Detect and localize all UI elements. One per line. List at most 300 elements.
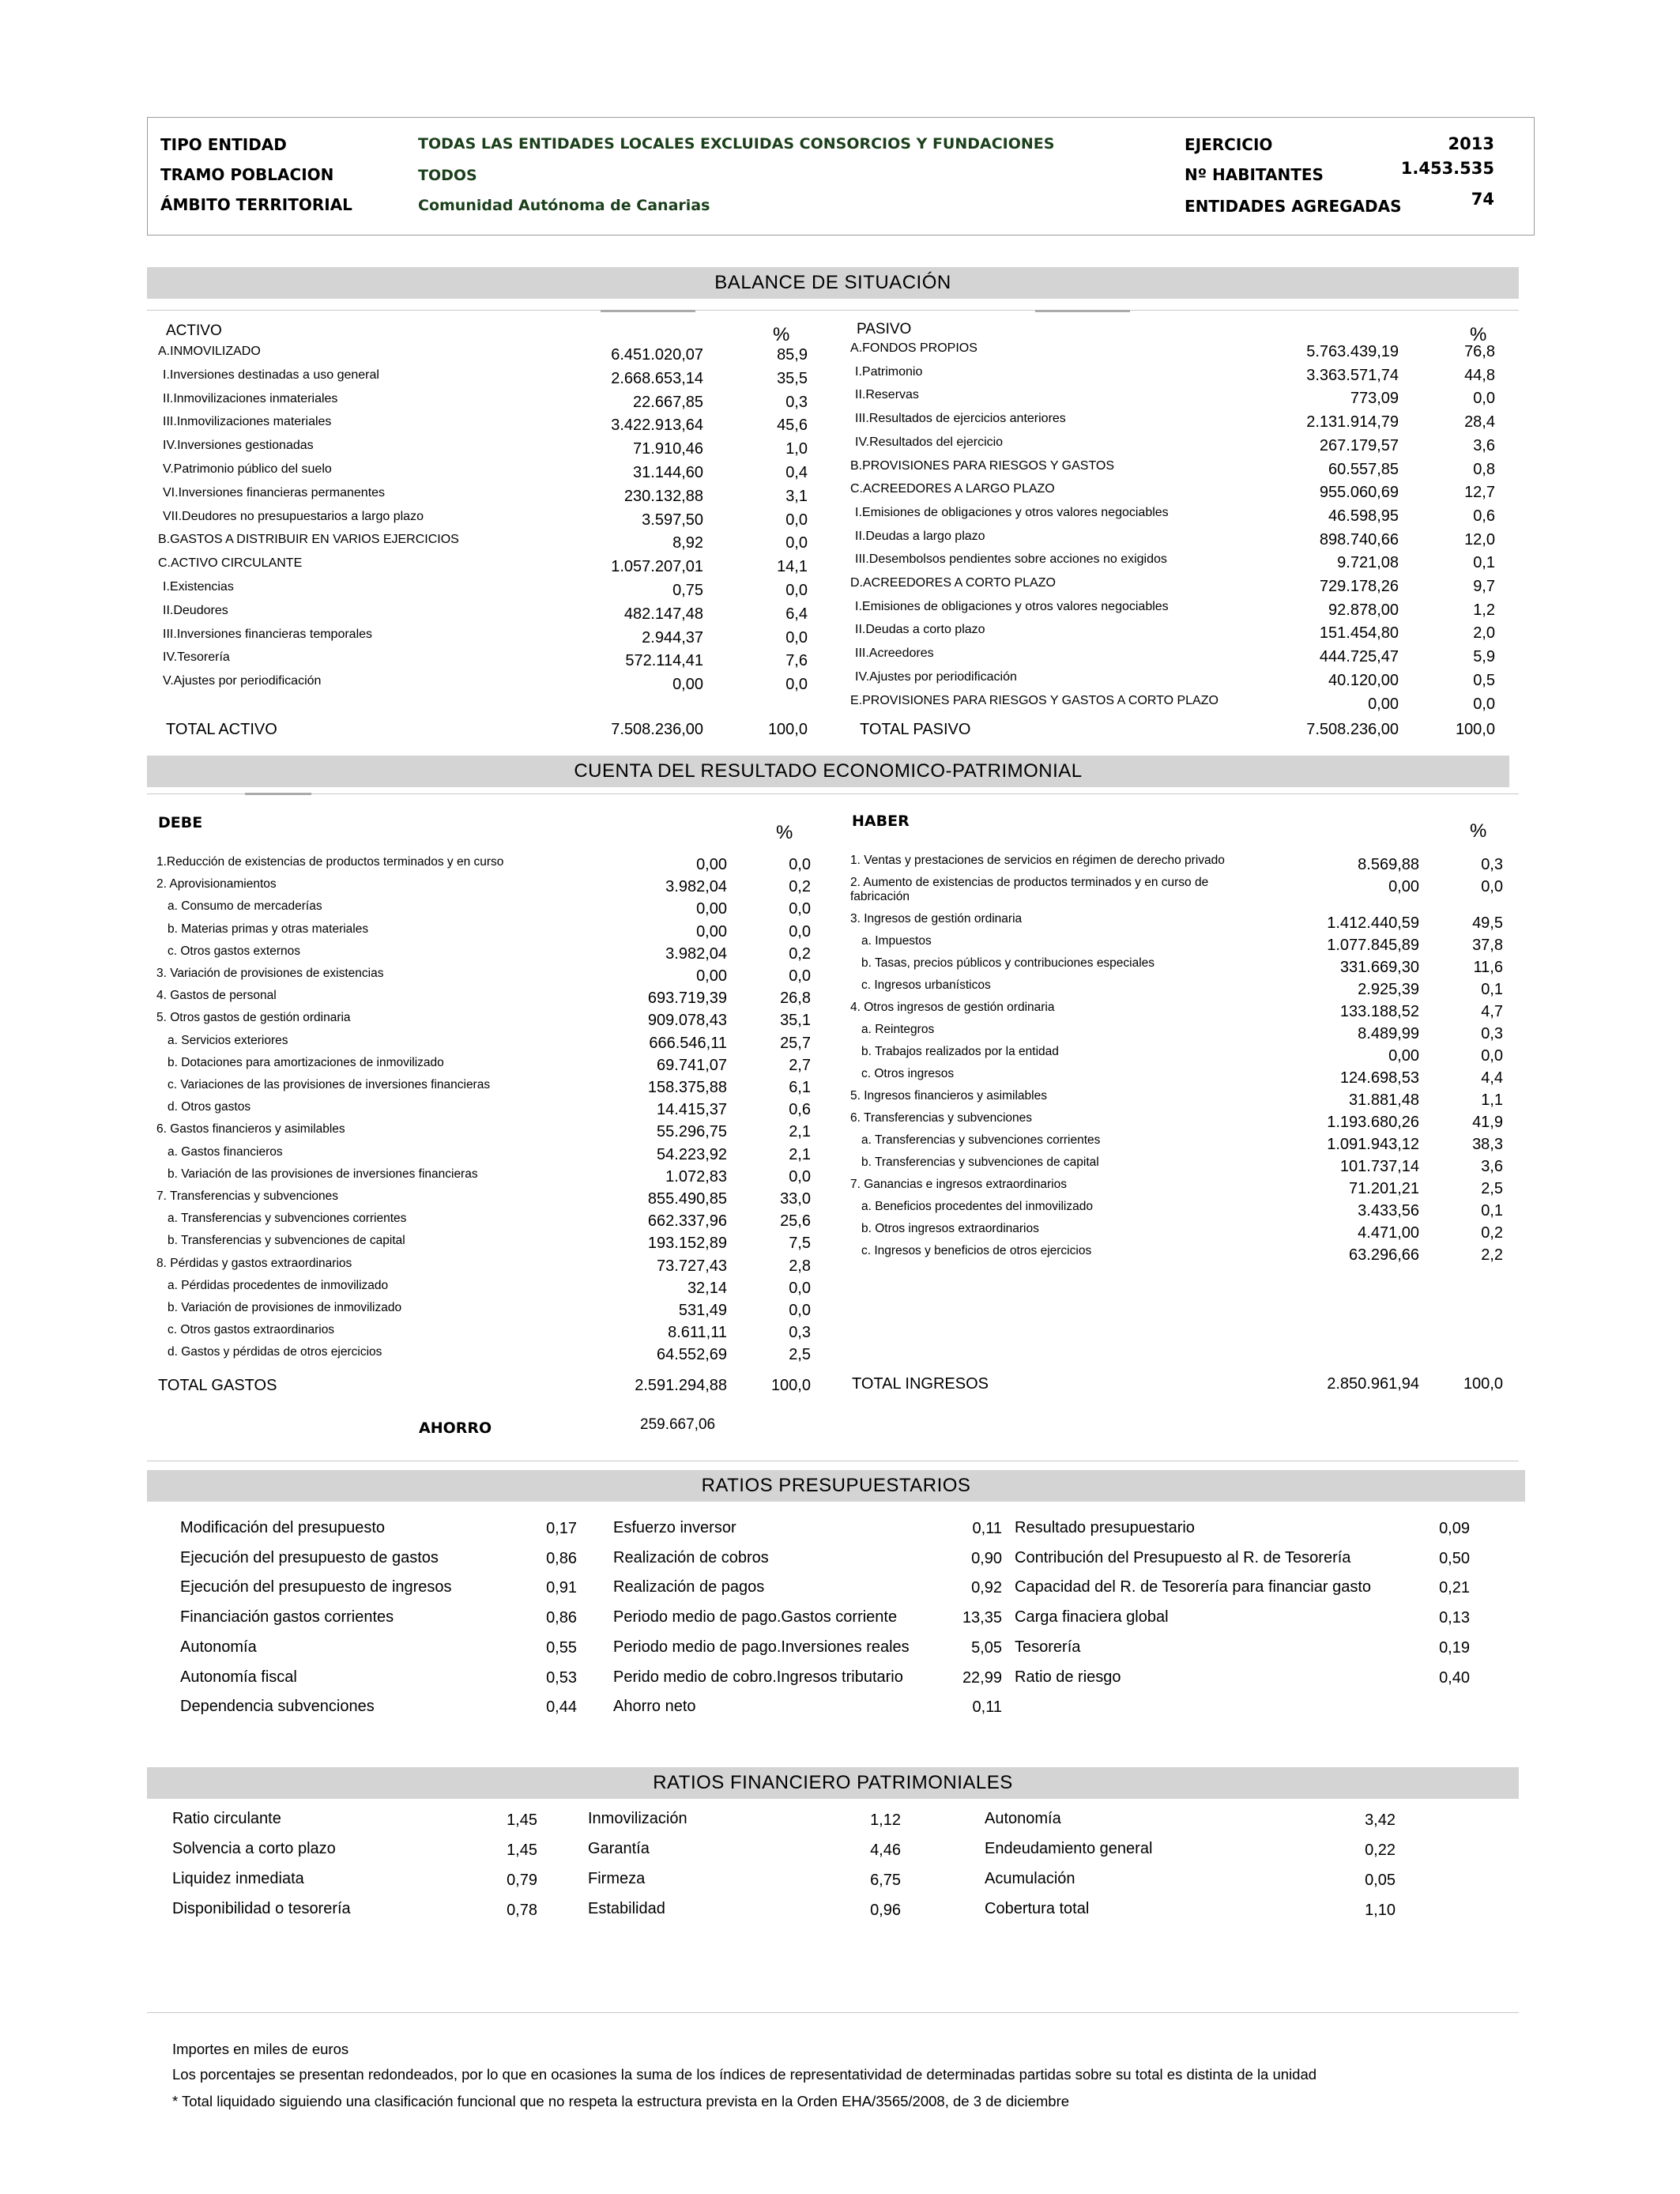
haber-row-label: 7. Ganancias e ingresos extraordinarios (850, 1178, 1067, 1191)
haber-row-value: 331.669,30 (1339, 959, 1419, 976)
haber-row-value: 133.188,52 (1339, 1003, 1419, 1020)
haber-row-value: 4.471,00 (1358, 1224, 1419, 1242)
haber-row-label-cont: fabricación (850, 890, 910, 903)
activo-row-pct: 0,4 (785, 464, 808, 481)
activo-row-value: 2.944,37 (642, 629, 703, 647)
total-gastos-label: TOTAL GASTOS (158, 1377, 277, 1394)
haber-row-label: a. Reintegros (861, 1023, 935, 1036)
pasivo-row-label: IV.Ajustes por periodificación (855, 670, 1017, 684)
total-ingresos-value: 2.850.961,94 (1327, 1375, 1419, 1393)
activo-row-pct: 0,0 (785, 534, 808, 552)
debe-row-label: a. Servicios exteriores (168, 1034, 288, 1047)
ejercicio-value: 2013 (1448, 134, 1494, 153)
ratio-financiero-value: 1,45 (507, 1842, 537, 1859)
ratio-presupuestario-label: Autonomía fiscal (180, 1668, 297, 1686)
debe-row-pct: 0,3 (789, 1324, 811, 1341)
debe-row-pct: 0,0 (789, 1168, 811, 1186)
ratio-presupuestario-label: Realización de pagos (613, 1578, 765, 1596)
haber-row-label: 4. Otros ingresos de gestión ordinaria (850, 1001, 1055, 1014)
debe-row-pct: 25,6 (780, 1212, 811, 1230)
haber-row-value: 1.077.845,89 (1327, 937, 1419, 954)
haber-row-label: 2. Aumento de existencias de productos terminados y en curso de (850, 876, 1209, 889)
debe-row-label: 6. Gastos financieros y asimilables (156, 1122, 345, 1136)
debe-row-pct: 0,0 (789, 900, 811, 918)
ratio-presupuestario-label: Ejecución del presupuesto de gastos (180, 1549, 439, 1566)
ratio-presupuestario-label: Capacidad del R. de Tesorería para financiar gasto (1015, 1578, 1372, 1596)
pasivo-row-label: I.Emisiones de obligaciones y otros valores negociables (855, 600, 1169, 613)
haber-row-value: 1.412.440,59 (1327, 914, 1419, 932)
ambito-territorial-label: ÁMBITO TERRITORIAL (160, 195, 352, 214)
pasivo-row-label: I.Emisiones de obligaciones y otros valores negociables (855, 506, 1169, 519)
pasivo-row-pct: 5,9 (1473, 648, 1495, 665)
ratios-financieros-title: RATIOS FINANCIERO PATRIMONIALES (147, 1767, 1519, 1799)
activo-row-value: 3.597,50 (642, 511, 703, 529)
entidades-agregadas-label: ENTIDADES AGREGADAS (1185, 197, 1402, 216)
ahorro-value: 259.667,06 (640, 1416, 716, 1433)
ratio-presupuestario-value: 22,99 (962, 1669, 1002, 1687)
activo-row-value: 31.144,60 (633, 464, 703, 481)
ejercicio-label: EJERCICIO (1185, 135, 1273, 154)
debe-row-value: 531,49 (678, 1302, 727, 1319)
haber-row-pct: 0,0 (1481, 1047, 1503, 1065)
ratio-financiero-label: Cobertura total (985, 1900, 1090, 1917)
debe-row-pct: 2,1 (789, 1146, 811, 1163)
pasivo-row-label: A.FONDOS PROPIOS (850, 341, 977, 355)
ratio-presupuestario-value: 13,35 (962, 1609, 1002, 1627)
activo-row-pct: 6,4 (785, 605, 808, 623)
activo-row-label: V.Ajustes por periodificación (163, 674, 322, 688)
ratio-presupuestario-value: 0,19 (1439, 1639, 1470, 1657)
debe-row-value: 54.223,92 (657, 1146, 727, 1163)
debe-row-value: 158.375,88 (647, 1079, 727, 1096)
total-ingresos-label: TOTAL INGRESOS (852, 1375, 989, 1393)
haber-row-value: 71.201,21 (1349, 1180, 1419, 1197)
ambito-territorial-value: Comunidad Autónoma de Canarias (418, 197, 710, 214)
haber-row-label: 3. Ingresos de gestión ordinaria (850, 912, 1023, 925)
total-gastos-pct: 100,0 (770, 1377, 811, 1394)
pasivo-row-value: 60.557,85 (1328, 461, 1399, 478)
activo-row-pct: 7,6 (785, 652, 808, 669)
ratio-financiero-label: Endeudamiento general (985, 1840, 1153, 1857)
total-activo-label: TOTAL ACTIVO (166, 721, 277, 738)
haber-row-label: c. Otros ingresos (861, 1067, 955, 1080)
pasivo-row-label: B.PROVISIONES PARA RIESGOS Y GASTOS (850, 459, 1115, 473)
haber-row-pct: 0,2 (1481, 1224, 1503, 1242)
ratio-financiero-label: Solvencia a corto plazo (172, 1840, 336, 1857)
pasivo-row-label: III.Desembolsos pendientes sobre acciones no exigidos (855, 552, 1167, 566)
pasivo-row-label: IV.Resultados del ejercicio (855, 435, 1004, 449)
debe-row-pct: 0,0 (789, 967, 811, 985)
ratio-presupuestario-value: 0,40 (1439, 1669, 1470, 1687)
activo-row-pct: 85,9 (777, 346, 808, 364)
ratio-presupuestario-label: Autonomía (180, 1638, 257, 1656)
pasivo-row-label: E.PROVISIONES PARA RIESGOS Y GASTOS A CORTO PLAZO (850, 694, 1219, 707)
pasivo-row-value: 40.120,00 (1328, 672, 1399, 689)
pasivo-row-label: III.Resultados de ejercicios anteriores (855, 412, 1066, 425)
debe-row-pct: 33,0 (780, 1190, 811, 1208)
activo-row-pct: 0,3 (785, 394, 808, 411)
debe-pct-head: % (776, 822, 793, 843)
activo-row-value: 0,00 (672, 676, 703, 693)
ratio-presupuestario-label: Resultado presupuestario (1015, 1519, 1195, 1536)
ratio-presupuestario-value: 0,53 (546, 1669, 577, 1687)
pasivo-row-pct: 0,5 (1473, 672, 1495, 689)
ratio-presupuestario-label: Periodo medio de pago.Inversiones reales (613, 1638, 910, 1656)
ratio-presupuestario-value: 0,90 (971, 1550, 1002, 1567)
debe-row-value: 0,00 (696, 856, 727, 873)
debe-row-value: 0,00 (696, 923, 727, 941)
ratio-financiero-value: 0,78 (507, 1902, 537, 1919)
haber-row-value: 63.296,66 (1349, 1246, 1419, 1264)
haber-row-pct: 0,0 (1481, 878, 1503, 895)
debe-row-label: 8. Pérdidas y gastos extraordinarios (156, 1257, 352, 1270)
footer-rule (147, 2012, 1519, 2013)
cuenta-rule-accent (245, 793, 311, 795)
activo-row-label: V.Patrimonio público del suelo (163, 462, 332, 476)
total-activo-value: 7.508.236,00 (611, 721, 703, 738)
pasivo-row-pct: 3,6 (1473, 437, 1495, 454)
activo-row-value: 2.668.653,14 (611, 370, 703, 387)
haber-row-value: 124.698,53 (1339, 1069, 1419, 1087)
activo-row-value: 22.667,85 (633, 394, 703, 411)
header-box (147, 117, 1535, 236)
pasivo-row-value: 5.763.439,19 (1306, 343, 1399, 360)
activo-pct-head: % (773, 324, 790, 345)
balance-rule-accent (601, 310, 695, 312)
debe-row-pct: 0,2 (789, 878, 811, 895)
pasivo-row-pct: 0,0 (1473, 696, 1495, 713)
ratio-financiero-value: 0,79 (507, 1872, 537, 1889)
debe-row-pct: 7,5 (789, 1235, 811, 1252)
debe-row-value: 73.727,43 (657, 1257, 727, 1275)
activo-row-value: 230.132,88 (623, 488, 703, 505)
haber-row-pct: 0,3 (1481, 1025, 1503, 1042)
pasivo-row-value: 3.363.571,74 (1306, 367, 1399, 384)
pasivo-row-pct: 76,8 (1464, 343, 1495, 360)
haber-row-value: 3.433,56 (1358, 1202, 1419, 1220)
debe-row-value: 64.552,69 (657, 1346, 727, 1363)
ratio-presupuestario-label: Ahorro neto (613, 1698, 696, 1715)
activo-row-pct: 3,1 (785, 488, 808, 505)
pasivo-row-pct: 0,1 (1473, 554, 1495, 571)
ratio-financiero-label: Firmeza (588, 1870, 646, 1887)
ratio-presupuestario-label: Contribución del Presupuesto al R. de Tesorería (1015, 1549, 1351, 1566)
debe-row-label: b. Variación de las provisiones de inversiones financieras (168, 1167, 478, 1181)
haber-row-label: c. Ingresos y beneficios de otros ejercicios (861, 1244, 1092, 1257)
haber-row-pct: 1,1 (1481, 1091, 1503, 1109)
haber-row-label: c. Ingresos urbanísticos (861, 978, 991, 992)
debe-row-label: c. Otros gastos externos (168, 944, 300, 958)
debe-row-pct: 2,8 (789, 1257, 811, 1275)
activo-row-pct: 35,5 (777, 370, 808, 387)
pasivo-row-pct: 12,0 (1464, 531, 1495, 548)
ratio-presupuestario-label: Realización de cobros (613, 1549, 769, 1566)
ratio-presupuestario-label: Carga finaciera global (1015, 1608, 1169, 1626)
haber-row-label: 5. Ingresos financieros y asimilables (850, 1089, 1047, 1103)
debe-row-pct: 2,7 (789, 1057, 811, 1074)
total-ingresos-pct: 100,0 (1463, 1375, 1503, 1393)
entidades-agregadas-value: 74 (1471, 190, 1494, 209)
debe-row-pct: 2,1 (789, 1123, 811, 1140)
haber-row-label: b. Otros ingresos extraordinarios (861, 1222, 1039, 1235)
haber-row-label: b. Transferencias y subvenciones de capital (861, 1155, 1099, 1169)
ratio-presupuestario-label: Periodo medio de pago.Gastos corriente (613, 1608, 898, 1626)
debe-row-label: c. Otros gastos extraordinarios (168, 1323, 335, 1336)
haber-row-value: 0,00 (1388, 1047, 1419, 1065)
ratio-financiero-value: 1,12 (870, 1811, 901, 1829)
balance-title: BALANCE DE SITUACIÓN (147, 267, 1519, 299)
footer-note-percentages: Los porcentajes se presentan redondeados, por lo que en ocasiones la suma de los índices de representatividad de determinadas partidas sobre su total es distinta de la unidad (172, 2066, 1317, 2083)
debe-row-value: 69.741,07 (657, 1057, 727, 1074)
ratio-financiero-label: Autonomía (985, 1810, 1061, 1827)
pasivo-row-label: II.Reservas (855, 388, 919, 401)
activo-row-value: 8,92 (672, 534, 703, 552)
haber-row-label: 6. Transferencias y subvenciones (850, 1111, 1033, 1125)
debe-row-value: 693.719,39 (647, 990, 727, 1007)
debe-row-value: 909.078,43 (647, 1012, 727, 1029)
haber-row-label: b. Trabajos realizados por la entidad (861, 1045, 1059, 1058)
ahorro-label: AHORRO (419, 1419, 492, 1437)
debe-row-pct: 0,6 (789, 1101, 811, 1118)
ratio-presupuestario-value: 0,11 (972, 1698, 1002, 1716)
haber-row-value: 8.569,88 (1358, 856, 1419, 873)
ratio-presupuestario-value: 0,86 (546, 1609, 577, 1627)
ratio-presupuestario-value: 0,44 (546, 1698, 577, 1716)
debe-row-label: c. Variaciones de las provisiones de inversiones financieras (168, 1078, 491, 1091)
haber-row-value: 101.737,14 (1339, 1158, 1419, 1175)
activo-row-pct: 1,0 (785, 440, 808, 458)
debe-row-pct: 0,2 (789, 945, 811, 963)
ratio-presupuestario-label: Financiación gastos corrientes (180, 1608, 394, 1626)
activo-row-label: VII.Deudores no presupuestarios a largo plazo (163, 510, 424, 523)
pasivo-row-label: II.Deudas a largo plazo (855, 530, 985, 543)
tipo-entidad-label: TIPO ENTIDAD (160, 135, 287, 154)
debe-row-label: a. Consumo de mercaderías (168, 899, 322, 913)
debe-row-label: 2. Aprovisionamientos (156, 877, 277, 891)
pasivo-head: PASIVO (857, 321, 912, 337)
activo-row-pct: 0,0 (785, 582, 808, 599)
haber-row-pct: 0,1 (1481, 1202, 1503, 1220)
debe-row-value: 3.982,04 (665, 878, 727, 895)
pasivo-row-value: 729.178,26 (1319, 578, 1399, 595)
ratio-financiero-value: 4,46 (870, 1842, 901, 1859)
haber-head: HABER (852, 812, 910, 830)
activo-row-label: VI.Inversiones financieras permanentes (163, 486, 386, 499)
debe-row-value: 666.546,11 (649, 1035, 727, 1052)
haber-row-value: 0,00 (1388, 878, 1419, 895)
activo-row-pct: 0,0 (785, 629, 808, 647)
pasivo-row-label: D.ACREEDORES A CORTO PLAZO (850, 576, 1056, 590)
debe-row-label: 1.Reducción de existencias de productos terminados y en curso (156, 855, 504, 869)
cuenta-title: CUENTA DEL RESULTADO ECONOMICO-PATRIMONIAL (147, 756, 1509, 787)
pasivo-row-value: 151.454,80 (1319, 624, 1399, 642)
ratio-presupuestario-value: 0,92 (971, 1579, 1002, 1596)
ratio-financiero-label: Liquidez inmediata (172, 1870, 304, 1887)
ratio-presupuestario-label: Perido medio de cobro.Ingresos tributario (613, 1668, 903, 1686)
debe-row-label: b. Materias primas y otras materiales (168, 922, 369, 936)
debe-row-label: d. Gastos y pérdidas de otros ejercicios (168, 1345, 382, 1359)
ratio-financiero-value: 1,45 (507, 1811, 537, 1829)
ratio-presupuestario-value: 0,11 (972, 1520, 1002, 1537)
debe-row-value: 662.337,96 (647, 1212, 727, 1230)
haber-row-label: b. Tasas, precios públicos y contribuciones especiales (861, 956, 1155, 970)
haber-row-pct: 4,7 (1481, 1003, 1503, 1020)
haber-row-value: 31.881,48 (1349, 1091, 1419, 1109)
debe-row-label: a. Pérdidas procedentes de inmovilizado (168, 1279, 389, 1292)
habitantes-value: 1.453.535 (1400, 159, 1494, 178)
pasivo-row-value: 0,00 (1368, 696, 1399, 713)
ratio-presupuestario-label: Modificación del presupuesto (180, 1519, 386, 1536)
haber-row-value: 2.925,39 (1358, 981, 1419, 998)
footer-note-units: Importes en miles de euros (172, 2041, 349, 2057)
ratio-presupuestario-value: 5,05 (971, 1639, 1002, 1657)
debe-row-value: 14.415,37 (657, 1101, 727, 1118)
activo-row-pct: 14,1 (777, 558, 808, 575)
ratio-financiero-value: 0,05 (1365, 1872, 1396, 1889)
debe-row-value: 8.611,11 (668, 1324, 727, 1341)
ratio-presupuestario-value: 0,13 (1439, 1609, 1470, 1627)
activo-row-pct: 0,0 (785, 676, 808, 693)
activo-row-value: 482.147,48 (623, 605, 703, 623)
pasivo-row-label: C.ACREEDORES A LARGO PLAZO (850, 482, 1055, 496)
activo-row-value: 6.451.020,07 (611, 346, 703, 364)
activo-row-label: II.Deudores (163, 604, 228, 617)
debe-row-label: d. Otros gastos (168, 1100, 251, 1114)
haber-row-label: 1. Ventas y prestaciones de servicios en régimen de derecho privado (850, 854, 1225, 867)
ratio-presupuestario-value: 0,09 (1439, 1520, 1470, 1537)
pasivo-row-value: 955.060,69 (1319, 484, 1399, 501)
footer-note-classification: * Total liquidado siguiendo una clasificación funcional que no respeta la estructura prevista en la Orden EHA/3565/2008, de 3 de diciembre (172, 2093, 1070, 2109)
ratio-presupuestario-label: Ratio de riesgo (1015, 1668, 1121, 1686)
total-pasivo-value: 7.508.236,00 (1306, 721, 1399, 738)
habitantes-label: Nº HABITANTES (1185, 165, 1324, 184)
debe-row-label: b. Dotaciones para amortizaciones de inmovilizado (168, 1056, 444, 1069)
pasivo-row-label: I.Patrimonio (855, 365, 923, 379)
activo-row-value: 71.910,46 (633, 440, 703, 458)
debe-row-value: 0,00 (696, 967, 727, 985)
pasivo-row-pct: 12,7 (1464, 484, 1495, 501)
activo-row-pct: 0,0 (785, 511, 808, 529)
haber-row-pct: 0,1 (1481, 981, 1503, 998)
pasivo-row-value: 92.878,00 (1328, 601, 1399, 619)
haber-row-pct: 38,3 (1472, 1136, 1503, 1153)
pasivo-row-pct: 2,0 (1473, 624, 1495, 642)
pasivo-row-pct: 0,8 (1473, 461, 1495, 478)
total-pasivo-label: TOTAL PASIVO (860, 721, 971, 738)
activo-row-pct: 45,6 (777, 417, 808, 434)
haber-pct-head: % (1470, 820, 1487, 842)
activo-row-label: C.ACTIVO CIRCULANTE (158, 556, 303, 570)
debe-row-value: 0,00 (696, 900, 727, 918)
ratio-presupuestario-value: 0,17 (546, 1520, 577, 1537)
debe-row-value: 55.296,75 (657, 1123, 727, 1140)
total-activo-pct: 100,0 (767, 721, 808, 738)
ratio-financiero-value: 3,42 (1365, 1811, 1396, 1829)
debe-row-pct: 25,7 (780, 1035, 811, 1052)
balance-rule-accent-2 (1035, 310, 1130, 312)
ratio-presupuestario-label: Ejecución del presupuesto de ingresos (180, 1578, 452, 1596)
activo-row-label: I.Inversiones destinadas a uso general (163, 368, 379, 382)
haber-row-label: a. Transferencias y subvenciones corrientes (861, 1133, 1101, 1147)
debe-row-pct: 0,0 (789, 1280, 811, 1297)
haber-row-value: 1.091.943,12 (1327, 1136, 1419, 1153)
ratio-financiero-value: 6,75 (870, 1872, 901, 1889)
debe-row-label: a. Gastos financieros (168, 1145, 283, 1159)
debe-row-pct: 0,0 (789, 856, 811, 873)
pasivo-row-value: 9.721,08 (1337, 554, 1399, 571)
activo-row-label: II.Inmovilizaciones inmateriales (163, 392, 338, 405)
activo-row-label: IV.Tesorería (163, 650, 230, 664)
pasivo-row-pct: 0,0 (1473, 390, 1495, 407)
pasivo-row-pct: 0,6 (1473, 507, 1495, 525)
ratio-presupuestario-value: 0,86 (546, 1550, 577, 1567)
activo-row-label: B.GASTOS A DISTRIBUIR EN VARIOS EJERCICIOS (158, 533, 459, 546)
ratio-financiero-label: Disponibilidad o tesorería (172, 1900, 351, 1917)
pasivo-row-value: 444.725,47 (1319, 648, 1399, 665)
pasivo-row-value: 267.179,57 (1319, 437, 1399, 454)
debe-row-label: 5. Otros gastos de gestión ordinaria (156, 1011, 351, 1024)
ratio-presupuestario-value: 0,50 (1439, 1550, 1470, 1567)
haber-row-label: a. Beneficios procedentes del inmovilizado (861, 1200, 1093, 1213)
debe-row-label: 3. Variación de provisiones de existencias (156, 967, 384, 980)
haber-row-pct: 2,2 (1481, 1246, 1503, 1264)
ratio-financiero-value: 0,22 (1365, 1842, 1396, 1859)
ratios-presupuestarios-title: RATIOS PRESUPUESTARIOS (147, 1470, 1525, 1502)
activo-head: ACTIVO (166, 322, 222, 339)
haber-row-value: 1.193.680,26 (1327, 1114, 1419, 1131)
ratio-financiero-value: 1,10 (1365, 1902, 1396, 1919)
pasivo-row-value: 2.131.914,79 (1306, 413, 1399, 431)
haber-row-pct: 11,6 (1473, 959, 1503, 976)
debe-row-pct: 0,0 (789, 1302, 811, 1319)
total-gastos-value: 2.591.294,88 (635, 1377, 727, 1394)
pasivo-row-value: 46.598,95 (1328, 507, 1399, 525)
tipo-entidad-value: TODAS LAS ENTIDADES LOCALES EXCLUIDAS CONSORCIOS Y FUNDACIONES (418, 135, 1055, 153)
activo-row-label: I.Existencias (163, 580, 234, 594)
pasivo-row-pct: 1,2 (1473, 601, 1495, 619)
ratio-presupuestario-label: Esfuerzo inversor (613, 1519, 736, 1536)
debe-row-value: 3.982,04 (665, 945, 727, 963)
pasivo-row-label: III.Acreedores (855, 647, 934, 660)
haber-row-label: a. Impuestos (861, 934, 932, 948)
ratio-financiero-label: Estabilidad (588, 1900, 665, 1917)
ratio-presupuestario-label: Tesorería (1015, 1638, 1081, 1656)
haber-row-pct: 37,8 (1472, 937, 1503, 954)
activo-row-label: III.Inversiones financieras temporales (163, 628, 373, 641)
haber-row-pct: 4,4 (1481, 1069, 1503, 1087)
ratio-presupuestario-value: 0,55 (546, 1639, 577, 1657)
debe-row-label: a. Transferencias y subvenciones corrientes (168, 1212, 407, 1225)
debe-row-value: 855.490,85 (647, 1190, 727, 1208)
tramo-poblacion-value: TODOS (418, 167, 477, 184)
haber-row-value: 8.489,99 (1358, 1025, 1419, 1042)
pasivo-row-label: II.Deudas a corto plazo (855, 623, 985, 636)
ratio-financiero-label: Garantía (588, 1840, 650, 1857)
debe-row-value: 193.152,89 (647, 1235, 727, 1252)
activo-row-value: 0,75 (672, 582, 703, 599)
tramo-poblacion-label: TRAMO POBLACION (160, 165, 334, 184)
total-pasivo-pct: 100,0 (1455, 721, 1495, 738)
ratio-financiero-label: Inmovilización (588, 1810, 687, 1827)
ratio-financiero-value: 0,96 (870, 1902, 901, 1919)
debe-row-label: b. Variación de provisiones de inmovilizado (168, 1301, 402, 1314)
debe-row-pct: 35,1 (780, 1012, 811, 1029)
ratio-financiero-label: Acumulación (985, 1870, 1075, 1887)
ratio-presupuestario-value: 0,91 (546, 1579, 577, 1596)
activo-row-label: A.INMOVILIZADO (158, 345, 261, 358)
balance-rule (147, 310, 1519, 311)
pasivo-row-value: 898.740,66 (1319, 531, 1399, 548)
